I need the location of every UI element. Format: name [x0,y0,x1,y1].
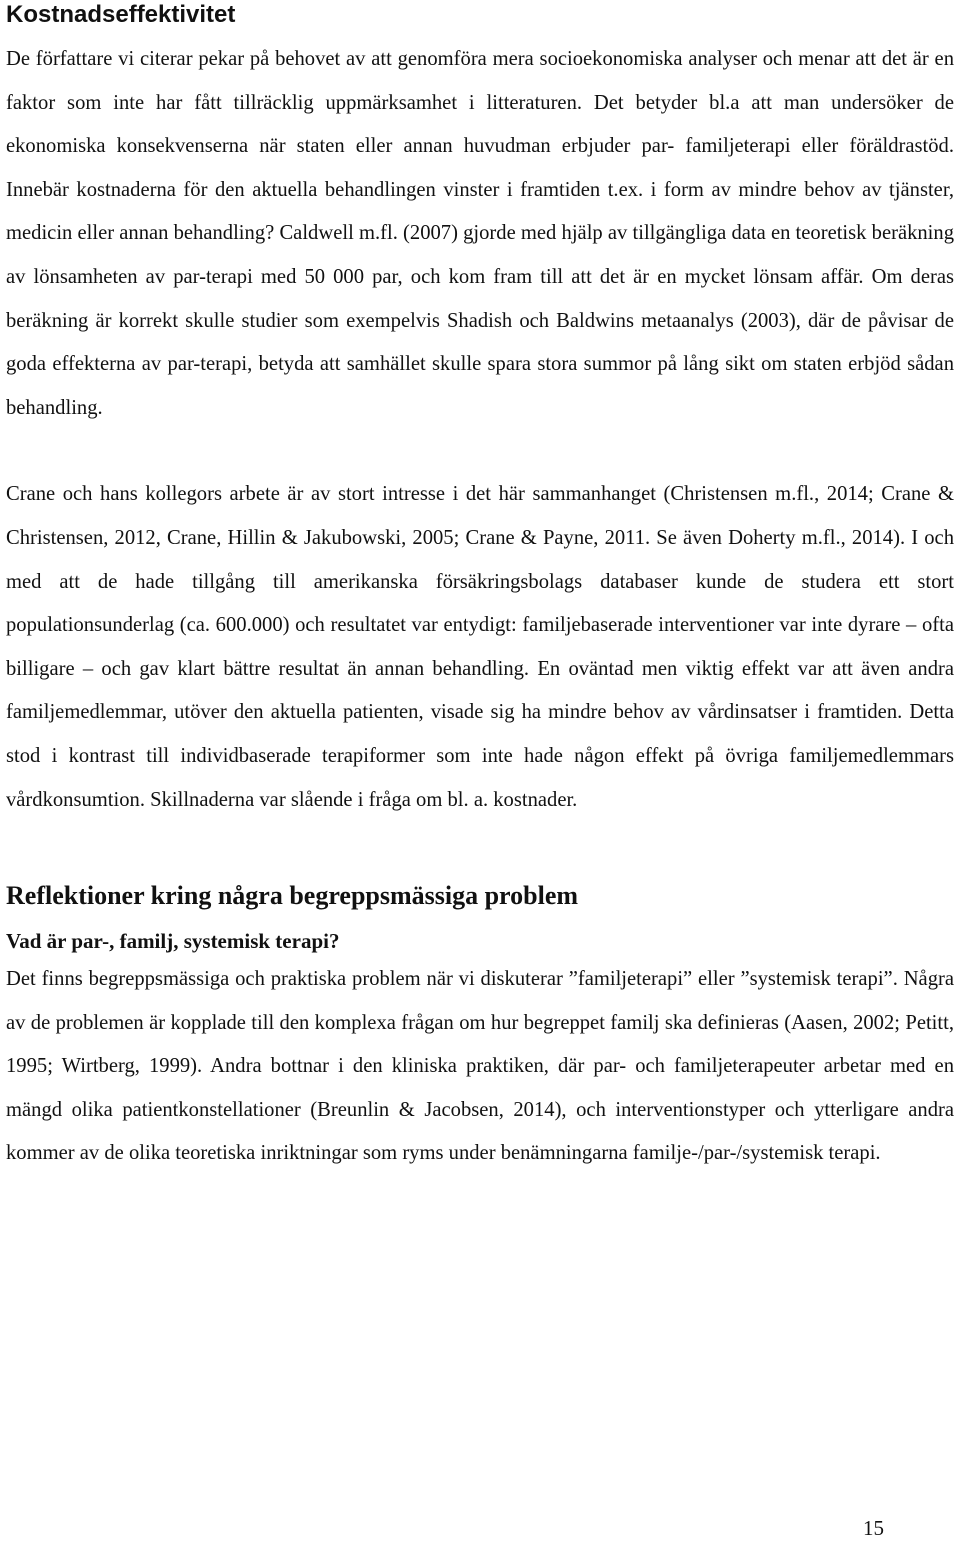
section-heading: Kostnadseffektivitet [6,1,236,28]
body-paragraph-cost-analysis: De författare vi citerar pekar på behovet av att genomföra mera socioekonomiska analyser och menar att det är en faktor som inte har fått tillräcklig uppmärksamhet i litteraturen. Det betyder bl.a att man undersöker de ekonomiska konsekvenserna när staten eller annan huvudman erbjuder par- familjeterapi eller föräldrastöd. Innebär kostnaderna för den aktuella behandlingen vinster i framtiden t.ex. i form av mindre behov av tjänster, medicin eller annan behandling? Caldwell m.fl. (2007) gjorde med hjälp av tillgängliga data en teoretisk beräkning av lönsamheten av par-terapi med 50 000 par, och kom fram till att det är en mycket lönsam affär. Om deras beräkning är korrekt skulle studier som exempelvis Shadish och Baldwins metaanalys (2003), där de påvisar de goda effekterna av par-terapi, betyda att samhället skulle spara stora summor på lång sikt om staten erbjöd sådan behandling. [6,48,954,419]
body-paragraph-conceptual-problems: Det finns begreppsmässiga och praktiska problem när vi diskuterar ”familjeterapi” eller ”systemisk terapi”. Några av de problemen är kopplade till den komplexa frågan om hur begreppet familj ska definieras (Aasen, 2002; Petitt, 1995; Wirtberg, 1999). Andra bottnar i den kliniska praktiken, där par- och familjeterapeuter arbetar med en mängd olika patientkonstellationer (Breunlin & Jacobsen, 2014), och interventionstyper och ytterligare andra kommer av de olika teoretiska inriktningar som ryms under benämningarna familje-/par-/systemisk terapi. [6,968,954,1165]
therapy-definition-subheading: Vad är par-, familj, systemisk terapi? [6,929,340,954]
document-page [6,0,954,1176]
page-number: 15 [863,1516,884,1540]
reflections-heading: Reflektioner kring några begreppsmässiga problem [6,881,579,911]
body-paragraph-crane-research: Crane och hans kollegors arbete är av stort intresse i det här sammanhanget (Christensen m.fl., 2014; Crane & Christensen, 2012, Crane, Hillin & Jakubowski, 2005; Crane & Payne, 2011. Se även Doherty m.fl., 2014). I och med att de hade tillgång till amerikanska försäkringsbolags databaser kunde de studera ett stort populationsunderlag (ca. 600.000) och resultatet var entydigt: familjebaserade interventioner var inte dyrare – ofta billigare – och gav klart bättre resultat än annan behandling. En oväntad men viktig effekt var att även andra familjemedlemmar, utöver den aktuella patienten, visade sig ha mindre behov av vårdinsatser i framtiden. Detta stod i kontrast till individbaserade terapiformer som inte hade någon effekt på övriga familjemedlemmars vårdkonsumtion. Skillnaderna var slående i fråga om bl. a. kostnader. [6,483,954,811]
